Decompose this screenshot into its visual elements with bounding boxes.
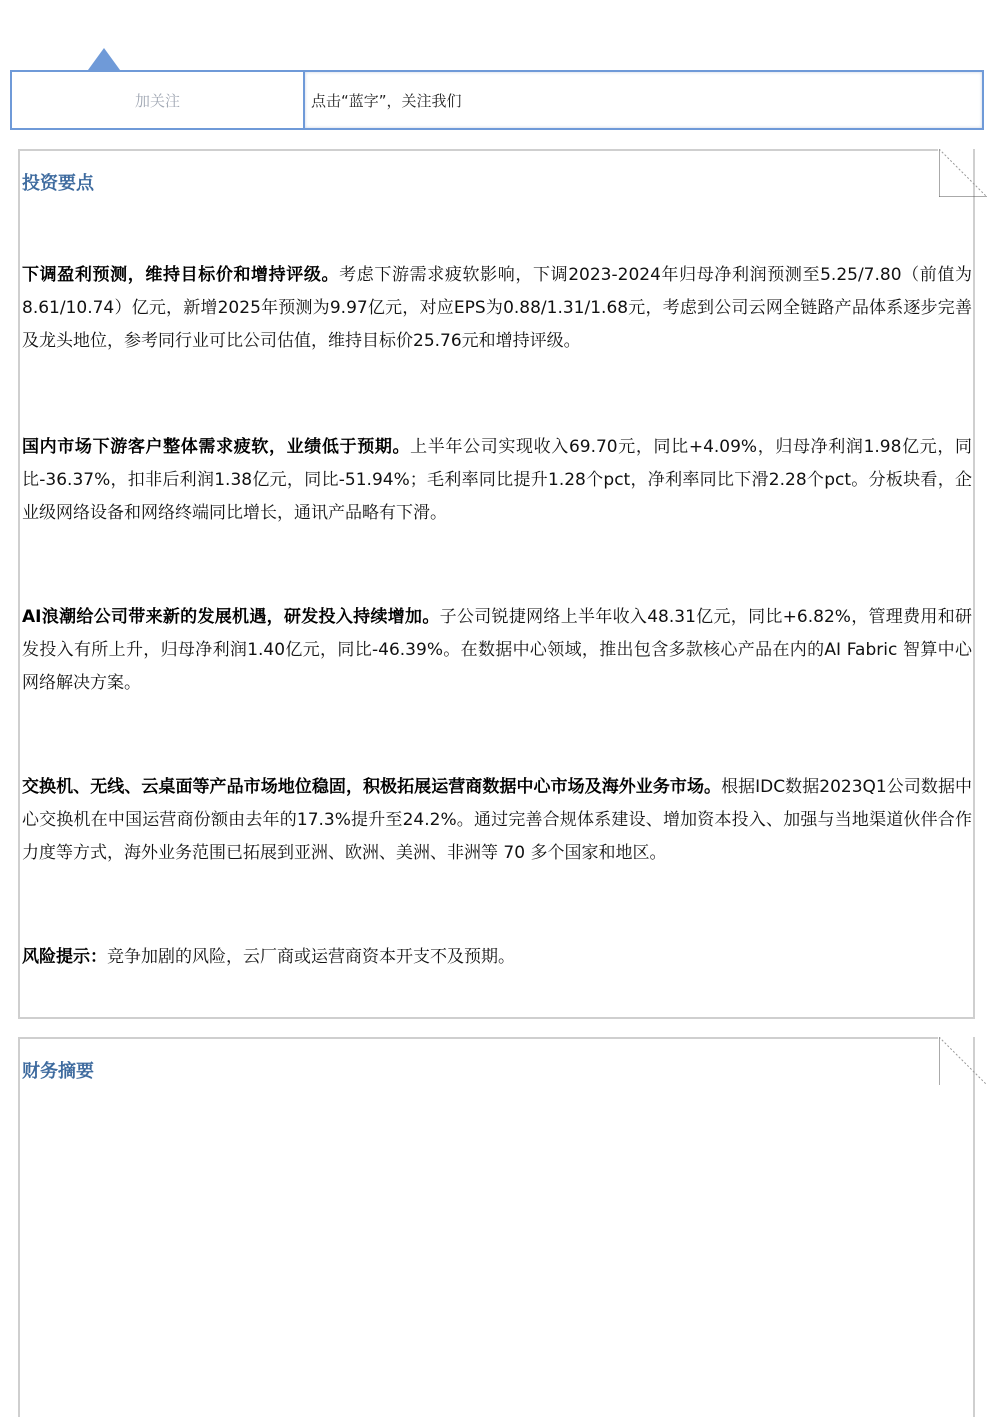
paragraph-body: 根据IDC数据2023Q1公司数据中心交换机在中国运营商份额由去年的17.3%提升至24.2%。通过完善合规体系建设、增加资本投入、加强与当地渠道伙伴合作力度等方式，海外业务范围已拓展到亚洲、欧洲、美洲、非洲等 70 多个国家和地区。 (22, 777, 972, 863)
investment-section (18, 149, 975, 1019)
section-border (18, 149, 938, 151)
paragraph-body: 上半年公司实现收入69.70元，同比+4.09%，归母净利润1.98亿元，同比-36.37%，扣非后利润1.38亿元，同比-51.94%；毛利率同比提升1.28个pct，净利率同比下滑2.28个pct。分板块看，企业级网络设备和网络终端同比增长，通讯产品略有下滑。 (22, 437, 972, 523)
follow-button[interactable]: 加关注 (12, 72, 305, 128)
paragraph-ai (22, 601, 972, 700)
follow-banner (10, 48, 984, 130)
paragraph-heading: 交换机、无线、云桌面等产品市场地位稳固，积极拓展运营商数据中心市场及海外业务市场。 (22, 777, 722, 797)
follow-bar (10, 70, 984, 130)
paragraph-body: 竞争加剧的风险，云厂商或运营商资本开支不及预期。 (107, 947, 515, 967)
page-fold-icon (939, 1037, 987, 1085)
section-border (18, 1037, 938, 1039)
paragraph-body: 考虑下游需求疲软影响，下调2023-2024年归母净利润预测至5.25/7.80（前值为8.61/10.74）亿元，新增2025年预测为9.97亿元，对应EPS为0.88/1.31/1.68元，考虑到公司云网全链路产品体系逐步完善及龙头地位，参考同行业可比公司估值，维持目标价25.76元和增持评级。 (22, 265, 973, 351)
section-title: 投资要点 (22, 173, 94, 194)
finance-section (18, 1037, 975, 1417)
paragraph-heading: 下调盈利预测，维持目标价和增持评级。 (22, 265, 340, 285)
section-title: 财务摘要 (22, 1061, 94, 1082)
paragraph-forecast (22, 259, 972, 358)
follow-hint: 点击“蓝字”，关注我们 (305, 72, 982, 128)
paragraph-heading: 风险提示： (22, 947, 107, 967)
arrow-up-icon (88, 48, 120, 70)
paragraph-body: 子公司锐捷网络上半年收入48.31亿元，同比+6.82%，管理费用和研发投入有所上升，归母净利润1.40亿元，同比-46.39%。在数据中心领域，推出包含多款核心产品在内的AI Fabric 智算中心网络解决方案。 (22, 607, 973, 693)
paragraph-heading: 国内市场下游客户整体需求疲软，业绩低于预期。 (22, 437, 411, 457)
page-fold-icon (939, 149, 987, 197)
paragraph-market (22, 771, 972, 870)
paragraph-heading: AI浪潮给公司带来新的发展机遇，研发投入持续增加。 (22, 607, 440, 627)
paragraph-risk (22, 941, 972, 974)
paragraph-demand (22, 431, 972, 530)
